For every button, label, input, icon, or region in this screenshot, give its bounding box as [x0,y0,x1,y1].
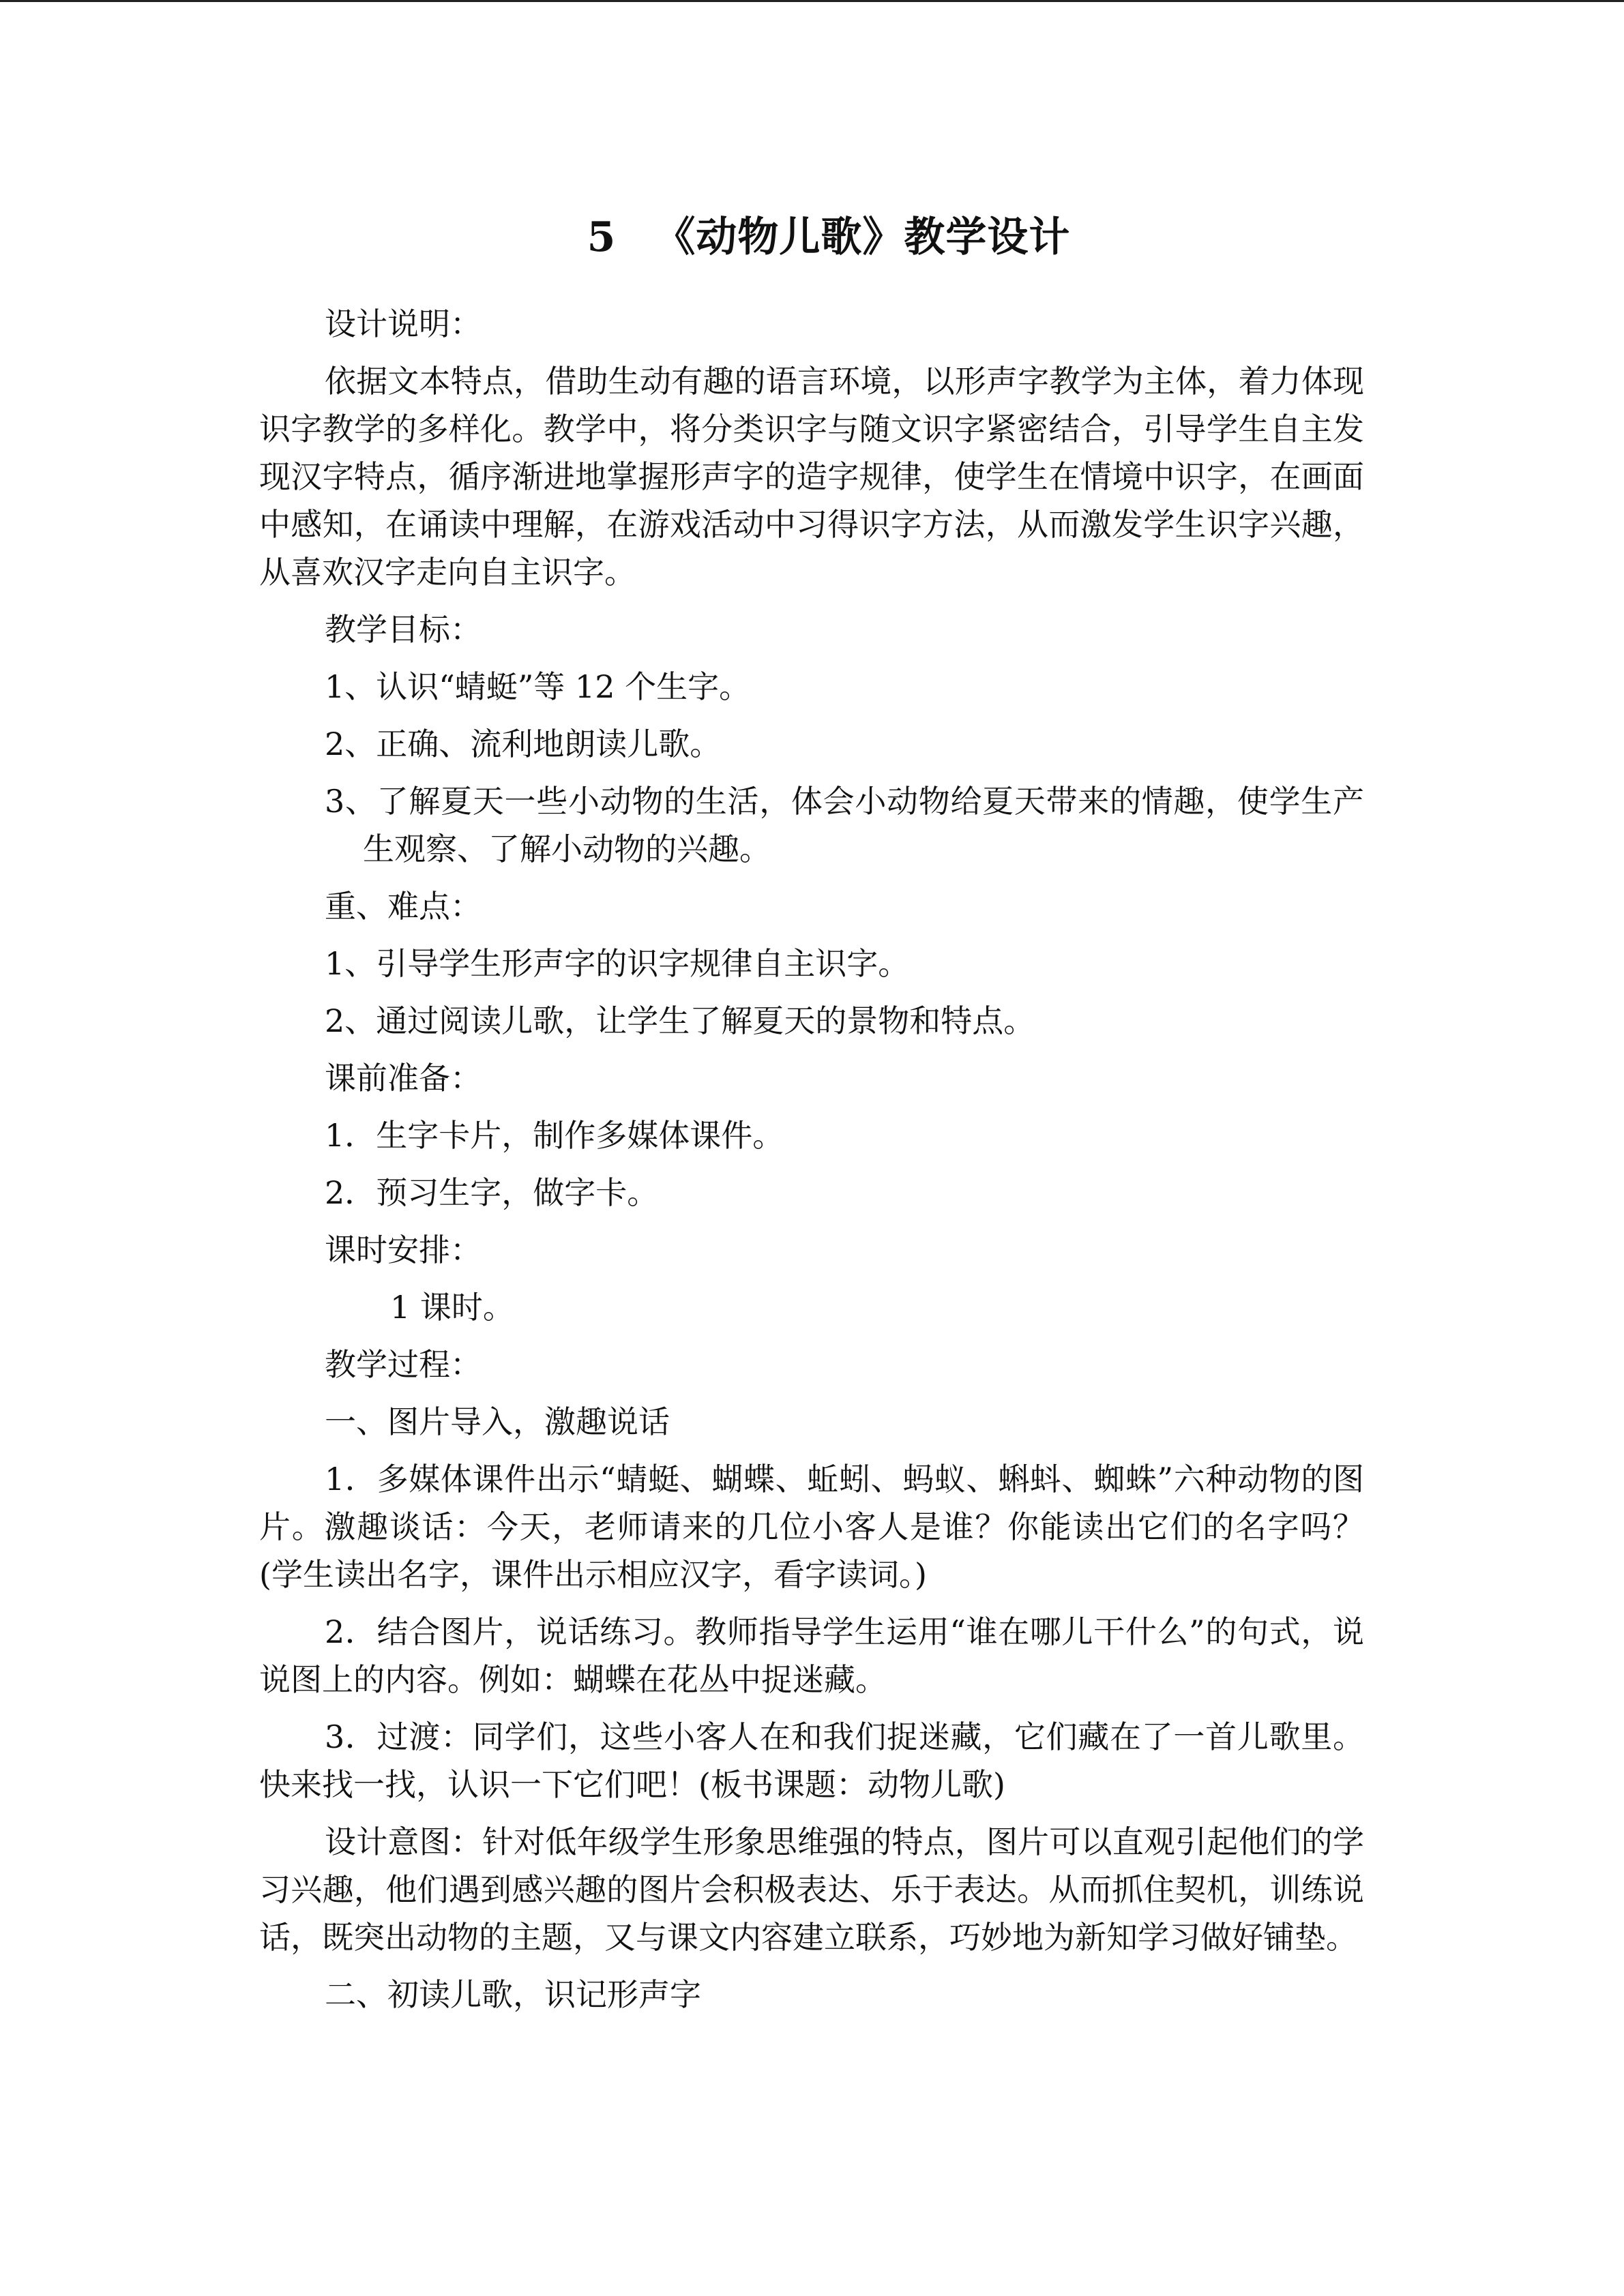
goal-item-3: 3、了解夏天一些小动物的生活，体会小动物给夏天带来的情趣，使学生产生观察、了解小动物的兴趣。 [325,783,1364,867]
process-label: 教学过程： [325,1346,482,1383]
prep-label: 课前准备： [325,1060,482,1097]
step2-heading: 二、初读儿歌，识记形声字 [325,1976,701,2013]
prep-item-2: 2．预习生字，做字卡。 [325,1174,659,1211]
goals-label: 教学目标： [325,611,482,648]
page-top-border [0,0,1624,2]
step1-paragraph-2: 2．结合图片，说话练习。教师指导学生运用“谁在哪儿干什么”的句式，说说图上的内容。例如：蝴蝶在花丛中捉迷藏。 [259,1613,1364,1698]
lesson-number: 5 [587,213,617,261]
key-point-item-2: 2、通过阅读儿歌，让学生了解夏天的景物和特点。 [325,1002,1035,1039]
goal-item-2: 2、正确、流利地朗读儿歌。 [325,726,722,762]
prep-item-1: 1．生字卡片，制作多媒体课件。 [325,1117,784,1154]
schedule-label: 课时安排： [325,1232,482,1268]
design-note-label: 设计说明： [325,305,482,342]
key-points-label: 重、难点： [325,888,482,925]
step1-paragraph-1: 1．多媒体课件出示“蜻蜓、蝴蝶、蚯蚓、蚂蚁、蝌蚪、蜘蛛”六种动物的图片。激趣谈话：今天，老师请来的几位小客人是谁？你能读出它们的名字吗？(学生读出名字，课件出示相应汉字，看字读词。) [259,1461,1364,1593]
document-title [293,213,1364,261]
key-point-item-1: 1、引导学生形声字的识字规律自主识字。 [325,945,910,982]
document-page [259,205,1364,2028]
step1-heading: 一、图片导入，激趣说话 [325,1403,670,1440]
design-note-paragraph: 依据文本特点，借助生动有趣的语言环境，以形声字教学为主体，着力体现识字教学的多样化。教学中，将分类识字与随文识字紧密结合，引导学生自主发现汉字特点，循序渐进地掌握形声字的造字规律，使学生在情境中识字，在画面中感知，在诵读中理解，在游戏活动中习得识字方法，从而激发学生识字兴趣，从喜欢汉字走向自主识字。 [259,363,1364,591]
lesson-title: 《动物儿歌》教学设计 [654,213,1071,261]
step1-paragraph-3: 3．过渡：同学们，这些小客人在和我们捉迷藏，它们藏在了一首儿歌里。快来找一找，认识一下它们吧！(板书课题：动物儿歌) [259,1718,1364,1803]
design-intent-paragraph: 设计意图：针对低年级学生形象思维强的特点，图片可以直观引起他们的学习兴趣，他们遇到感兴趣的图片会积极表达、乐于表达。从而抓住契机，训练说话，既突出动物的主题，又与课文内容建立联系，巧妙地为新知学习做好铺垫。 [259,1823,1364,1956]
schedule-text: 1 课时。 [390,1289,514,1326]
goal-item-1: 1、认识“蜻蜓”等 12 个生字。 [325,668,751,705]
